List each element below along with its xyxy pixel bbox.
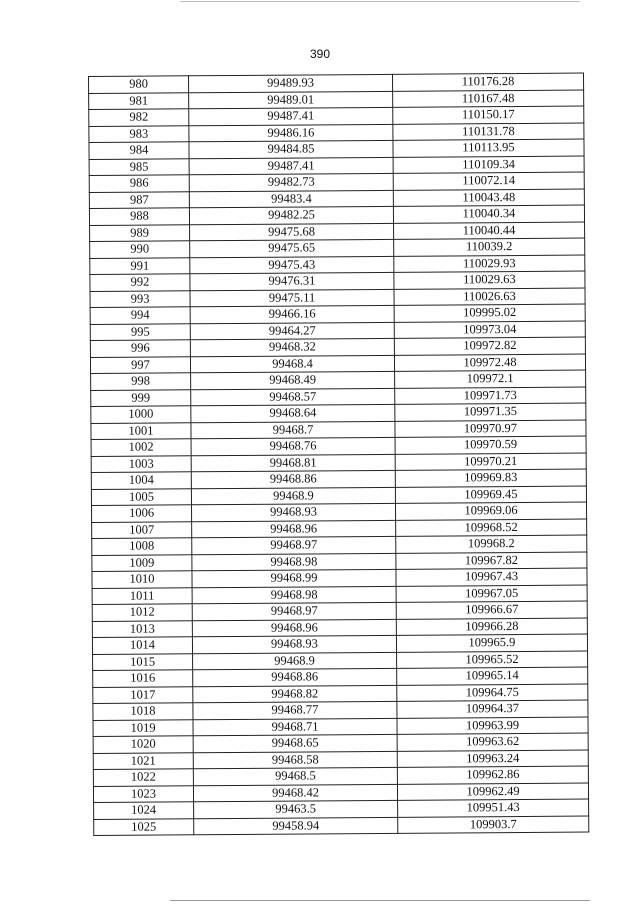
y-coordinate-cell: 109972.1	[395, 370, 586, 388]
point-number-cell: 994	[90, 307, 190, 324]
point-number-cell: 984	[89, 142, 189, 159]
x-coordinate-cell: 99464.27	[190, 322, 394, 340]
x-coordinate-cell: 99468.5	[193, 767, 397, 785]
x-coordinate-cell: 99468.71	[193, 718, 397, 736]
y-coordinate-cell: 109963.24	[397, 750, 588, 768]
y-coordinate-cell: 109970.21	[395, 453, 586, 471]
y-coordinate-cell: 110043.48	[393, 189, 584, 207]
y-coordinate-cell: 109962.86	[397, 766, 588, 784]
point-number-cell: 1008	[92, 538, 192, 555]
x-coordinate-cell: 99482.73	[189, 173, 393, 191]
y-coordinate-cell: 109995.02	[394, 304, 585, 322]
y-coordinate-cell: 109963.99	[397, 717, 588, 735]
y-coordinate-cell: 109969.06	[395, 502, 586, 520]
x-coordinate-cell: 99475.68	[190, 223, 394, 241]
x-coordinate-cell: 99468.58	[193, 751, 397, 769]
point-number-cell: 1020	[93, 736, 193, 753]
y-coordinate-cell: 110109.34	[393, 156, 584, 174]
point-number-cell: 1006	[91, 505, 191, 522]
point-number-cell: 991	[90, 257, 190, 274]
x-coordinate-cell: 99463.5	[194, 800, 398, 818]
x-coordinate-cell: 99468.96	[192, 520, 396, 538]
page-number: 390	[309, 47, 331, 61]
point-number-cell: 982	[89, 109, 189, 126]
point-number-cell: 998	[91, 373, 191, 390]
coordinates-table	[88, 73, 589, 836]
x-coordinate-cell: 99484.85	[189, 140, 393, 158]
point-number-cell: 1016	[93, 670, 193, 687]
point-number-cell: 987	[89, 191, 189, 208]
x-coordinate-cell: 99487.41	[189, 107, 393, 125]
x-coordinate-cell: 99468.97	[192, 536, 396, 554]
y-coordinate-cell: 109965.14	[397, 667, 588, 685]
x-coordinate-cell: 99468.93	[191, 503, 395, 521]
point-number-cell: 1012	[92, 604, 192, 621]
y-coordinate-cell: 109966.28	[396, 618, 587, 636]
x-coordinate-cell: 99482.25	[189, 206, 393, 224]
x-coordinate-cell: 99483.4	[189, 190, 393, 208]
point-number-cell: 999	[91, 389, 191, 406]
coordinates-table-body	[89, 73, 589, 835]
x-coordinate-cell: 99468.32	[190, 338, 394, 356]
point-number-cell: 992	[90, 274, 190, 291]
point-number-cell: 1005	[91, 488, 191, 505]
point-number-cell: 1023	[93, 785, 193, 802]
y-coordinate-cell: 109968.52	[396, 519, 587, 537]
point-number-cell: 1009	[92, 554, 192, 571]
point-number-cell: 1011	[92, 587, 192, 604]
top-rule	[180, 1, 580, 2]
y-coordinate-cell: 109967.43	[396, 568, 587, 586]
x-coordinate-cell: 99475.11	[190, 289, 394, 307]
y-coordinate-cell: 110167.48	[393, 90, 584, 108]
point-number-cell: 1007	[92, 521, 192, 538]
y-coordinate-cell: 109969.83	[395, 469, 586, 487]
x-coordinate-cell: 99489.01	[189, 91, 393, 109]
y-coordinate-cell: 109969.45	[395, 486, 586, 504]
y-coordinate-cell: 110029.93	[394, 255, 585, 273]
y-coordinate-cell: 109965.52	[397, 651, 588, 669]
point-number-cell: 1015	[93, 653, 193, 670]
y-coordinate-cell: 110029.63	[394, 271, 585, 289]
point-number-cell: 980	[89, 76, 189, 93]
y-coordinate-cell: 110026.63	[394, 288, 585, 306]
point-number-cell: 1003	[91, 455, 191, 472]
x-coordinate-cell: 99468.81	[191, 454, 395, 472]
point-number-cell: 989	[90, 224, 190, 241]
x-coordinate-cell: 99468.98	[192, 586, 396, 604]
point-number-cell: 1022	[93, 769, 193, 786]
x-coordinate-cell: 99468.4	[190, 355, 394, 373]
point-number-cell: 990	[90, 241, 190, 258]
y-coordinate-cell: 109966.67	[396, 601, 587, 619]
y-coordinate-cell: 110072.14	[393, 172, 584, 190]
y-coordinate-cell: 110131.78	[393, 123, 584, 141]
x-coordinate-cell: 99489.93	[189, 74, 393, 92]
y-coordinate-cell: 109970.59	[395, 436, 586, 454]
y-coordinate-cell: 109962.49	[397, 783, 588, 801]
x-coordinate-cell: 99475.43	[190, 256, 394, 274]
y-coordinate-cell: 109970.97	[395, 420, 586, 438]
x-coordinate-cell: 99476.31	[190, 272, 394, 290]
point-number-cell: 1017	[93, 686, 193, 703]
y-coordinate-cell: 109968.2	[396, 535, 587, 553]
y-coordinate-cell: 109951.43	[398, 799, 589, 817]
point-number-cell: 1002	[91, 439, 191, 456]
table-row	[94, 816, 589, 836]
point-number-cell: 996	[90, 340, 190, 357]
x-coordinate-cell: 99468.93	[192, 635, 396, 653]
point-number-cell: 1018	[93, 703, 193, 720]
point-number-cell: 1004	[91, 472, 191, 489]
point-number-cell: 988	[89, 208, 189, 225]
point-number-cell: 1000	[91, 406, 191, 423]
x-coordinate-cell: 99468.82	[193, 685, 397, 703]
y-coordinate-cell: 109973.04	[394, 321, 585, 339]
point-number-cell: 995	[90, 323, 190, 340]
point-number-cell: 1024	[94, 802, 194, 819]
y-coordinate-cell: 110040.44	[394, 222, 585, 240]
x-coordinate-cell: 99468.98	[192, 553, 396, 571]
x-coordinate-cell: 99468.97	[192, 602, 396, 620]
point-number-cell: 1010	[92, 571, 192, 588]
y-coordinate-cell: 110176.28	[392, 73, 583, 91]
point-number-cell: 983	[89, 125, 189, 142]
y-coordinate-cell: 109964.75	[397, 684, 588, 702]
point-number-cell: 993	[90, 290, 190, 307]
x-coordinate-cell: 99468.9	[193, 652, 397, 670]
x-coordinate-cell: 99487.41	[189, 157, 393, 175]
y-coordinate-cell: 110039.2	[394, 238, 585, 256]
point-number-cell: 981	[89, 92, 189, 109]
point-number-cell: 986	[89, 175, 189, 192]
point-number-cell: 1013	[92, 620, 192, 637]
point-number-cell: 1019	[93, 719, 193, 736]
x-coordinate-cell: 99466.16	[190, 305, 394, 323]
x-coordinate-cell: 99468.96	[192, 619, 396, 637]
x-coordinate-cell: 99458.94	[194, 817, 398, 835]
y-coordinate-cell: 110150.17	[393, 106, 584, 124]
x-coordinate-cell: 99468.9	[191, 487, 395, 505]
y-coordinate-cell: 109972.82	[394, 337, 585, 355]
x-coordinate-cell: 99468.65	[193, 734, 397, 752]
y-coordinate-cell: 110113.95	[393, 139, 584, 157]
y-coordinate-cell: 109963.62	[397, 733, 588, 751]
x-coordinate-cell: 99468.86	[191, 470, 395, 488]
y-coordinate-cell: 109971.73	[395, 387, 586, 405]
x-coordinate-cell: 99468.76	[191, 437, 395, 455]
y-coordinate-cell: 109903.7	[398, 816, 589, 834]
x-coordinate-cell: 99468.57	[191, 388, 395, 406]
y-coordinate-cell: 109967.05	[396, 585, 587, 603]
bottom-rule	[170, 900, 590, 901]
y-coordinate-cell: 109967.82	[396, 552, 587, 570]
x-coordinate-cell: 99468.7	[191, 421, 395, 439]
point-number-cell: 1025	[94, 818, 194, 835]
x-coordinate-cell: 99468.42	[193, 784, 397, 802]
x-coordinate-cell: 99486.16	[189, 124, 393, 142]
x-coordinate-cell: 99468.99	[192, 569, 396, 587]
y-coordinate-cell: 109964.37	[397, 700, 588, 718]
point-number-cell: 1001	[91, 422, 191, 439]
point-number-cell: 1014	[92, 637, 192, 654]
x-coordinate-cell: 99468.49	[191, 371, 395, 389]
y-coordinate-cell: 109971.35	[395, 403, 586, 421]
point-number-cell: 1021	[93, 752, 193, 769]
x-coordinate-cell: 99468.86	[193, 668, 397, 686]
y-coordinate-cell: 109965.9	[396, 634, 587, 652]
x-coordinate-cell: 99468.64	[191, 404, 395, 422]
point-number-cell: 985	[89, 158, 189, 175]
y-coordinate-cell: 109972.48	[394, 354, 585, 372]
x-coordinate-cell: 99475.65	[190, 239, 394, 257]
point-number-cell: 997	[90, 356, 190, 373]
y-coordinate-cell: 110040.34	[393, 205, 584, 223]
x-coordinate-cell: 99468.77	[193, 701, 397, 719]
